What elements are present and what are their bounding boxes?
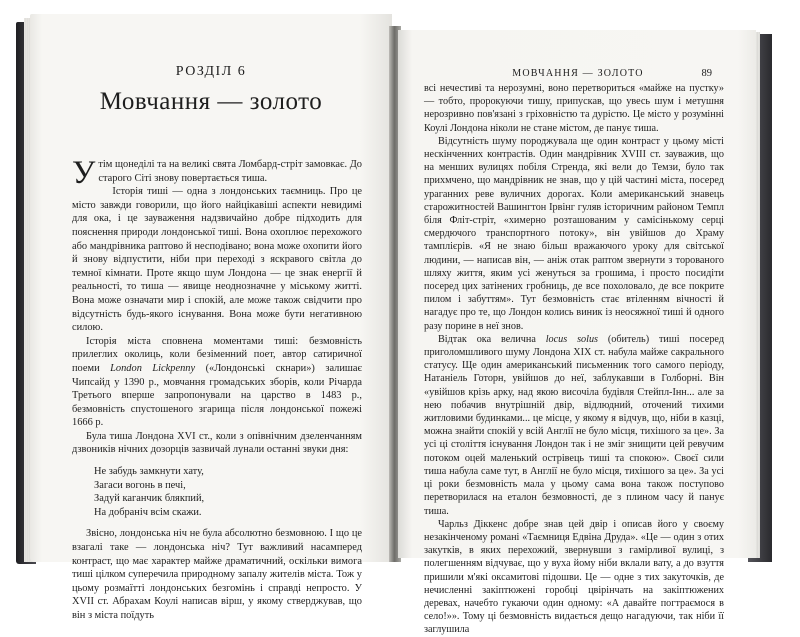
dropcap: У xyxy=(72,155,96,191)
paragraph: Відсутність шуму породжувала ще один контраст у цьому місті нескінченних контрастів. Один мандрівник XVIII ст. зауважив, що на менших вулицях побіля Стренда, які вели до Темзи, було так прихмчено, що мандрівник не знав, що у цій частині міста, посеред ураганних реве вуличних дорогах. Коли американський знавець старожитностей Вашингтон Ірвінг гуляв історичним районом Темпл біля Фліт-стріт, «химерно розташованим у самісінькому серці смердючого транспортного потоку», він увійшов до Храму тамплієрів. «Я не знаю більш вражаючого уроку для світської людини, — написав він, — аніж отак раптом звернути з торованого шляху життя, яким усі женуться за грошима, і просто посидіти посеред цих затінених гробниць, де все похоловало, де все покрите пилом і забуттям». Тут безмовність стає втіленням вічності й нагадує про те, що Лондон колись виник із неосяжної тиші й одного разу порине в неї знов. xyxy=(424,135,724,332)
poem-line: Не забудь замкнути хату, xyxy=(94,466,204,478)
italic-title: London Lickpenny xyxy=(110,362,196,374)
left-page xyxy=(30,14,392,621)
poem-line: Загаси вогонь в печі, xyxy=(94,479,186,491)
right-page-body xyxy=(424,82,724,636)
paragraph: Звісно, лондонська ніч не була абсолютно безмовною. І що це взагалі таке — лондонська ніч? Тут важливий насамперед контраст, що має характер майже драматичний, оскільки вимога тиші цілком суперечила природному запалу жителів міста. Тож у цьому розмаїтті лондонських безгомінь і справді непросто. У XVII ст. Абрахам Коулі написав вірш, у якому стверджував, що він з міста поїдуть xyxy=(72,528,362,621)
chapter-title: Мовчання — золото xyxy=(99,88,323,115)
chapter-label: РОЗДІЛ 6 xyxy=(175,64,247,79)
paragraph: всі нечестиві та нерозумні, воно перетвориться «майже на пустку» — тобто, пророкуючи тишу, припускав, що увесь шум і метушня нерозривно пов'язані з гріховністю та дурістю. Це місто у розумінні Коулі Лондона ніколи не стане містом, де панує тиша. xyxy=(424,83,724,134)
poem-line: Задуй каганчик блякпий, xyxy=(94,493,205,505)
paragraph: Чарльз Діккенс добре знав цей двір і описав його у своєму незакінченому романі «Таємниця Едвіна Друда». «Це — один з отих закутків, в яких перехожий, звернувши з гамірливої вулиці, з полегшенням відчуває, що у вуха йому ніби вклали вату, а до взуття пришили м'які оксамитові підошви. Це — одне з тих закуточків, де нечисленні закіптюжені горобці цвірінчать на закіптюжених деревах, начебто гукаючи один одному: «А давайте погтраємося в село!»». Тому ці безмовність видається дещо нагадуючи, так ніби її заглушила xyxy=(424,518,724,636)
poem-line: На добраніч всім скажи. xyxy=(94,506,202,518)
paragraph: Історія тиші — одна з лондонських таємниць. Про це місто завжди говорили, що його найцікавіші аспекти невидимі для ока, і це зауваження надзвичайно добре підходить для пояснення природи лондонської тиші. Вона охоплює перехожого або мандрівника раптово й несподівано; вона може охопити його й знову відпустити, ніби при переході з яскравого світла до темної кімнати. Проте якщо шум Лондона — це знак енергії й реальності, то тиша — явище неоднозначне у міському житті. Вона може означати мир і спокій, але може також свідчити про відсутність будь-якого існування. Вона може бути негативною силою. xyxy=(72,186,362,334)
left-page-body xyxy=(72,155,362,623)
poem xyxy=(94,465,362,519)
paragraph: Історія міста сповнена моментами тиші: безмовність прилеглих околиць, коли безіменний поет, автор сатиричної поеми London Lickpenny («Лондонські скнари») залишає Чипсайд у 1390 р., мовчання громадських зборів, коли Річарда Третього вперше запропонували на царство в 1483 р., безмовність спустошеного згарища після лондонської пожежі 1666 р. xyxy=(72,335,362,429)
italic-term: locus solus xyxy=(545,333,599,345)
paragraph: Відтак ока велична locus solus (обитель) тиші посеред приголомшливого шуму Лондона XIX ст. набула майже сакрального статусу. Ще один американський письменник того самого періоду, Натаніель Готорн, увійшов до неї, заблукавши в Голборні. Він «увійшов крізь арку, над якою височіла будівля Стейпл-Інн... але за нею побачив внутрішній двір, відлюдний, оточений тихими житловими будинками... це місце, у якому я відчув, що, ніби в казці, можна знайти спокій у всій Англії не було місця, тихішого за це». За усі ці століття існування Лондон так і не зміг знищити цей ревучим потоком оцей маленький острівець тиші та спокою». Своєї сили тиша набула саме тут, в Англії не було місця, тихішого за це». За усі ці роки безмовність мала у цьому сама вона також поступово перетворилася на еталон безмовності, де з плином часу й панує тиша. xyxy=(424,333,724,517)
running-head: МОВЧАННЯ — ЗОЛОТО xyxy=(512,68,644,79)
right-page xyxy=(398,30,756,636)
page-number: 89 xyxy=(701,68,712,79)
paragraph: Була тиша Лондона XVI ст., коли з опівнічним дзеленчанням дзвоників нічних дозорців зазвичай лунали останні звуки дня: xyxy=(72,430,362,456)
paragraph: Утім щонеділі та на великі свята Ломбард-стріт замовкає. До старого Сіті знову повертається тиша. xyxy=(72,155,362,191)
